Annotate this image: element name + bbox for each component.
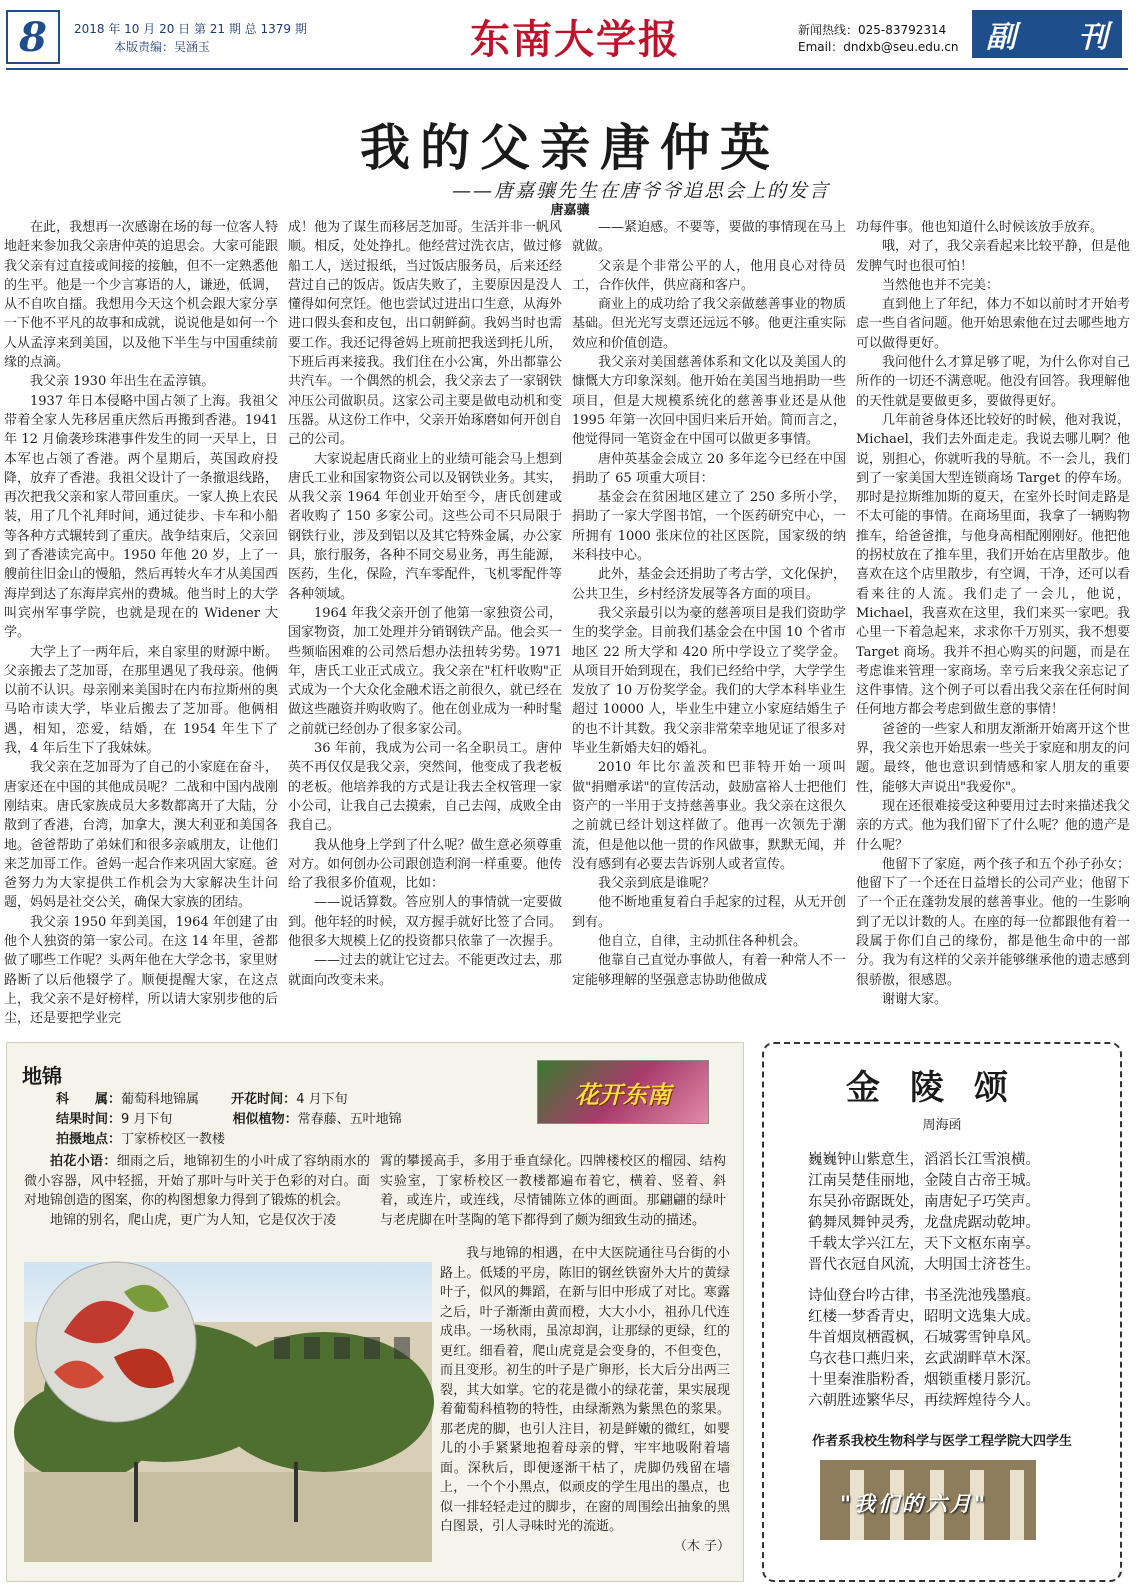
meta-row xyxy=(56,1090,526,1110)
ground xyxy=(24,1472,432,1562)
paragraph: 他靠自己直觉办事做人，有着一种常人不一定能够理解的坚强意志协助他做成 xyxy=(572,953,846,988)
paper-name: 东南大学报 xyxy=(470,16,680,63)
paragraph: 几年前爸身体还比较好的时候，他对我说，Michael，我们去外面走走。我说去哪儿啊？他说，别担心，你就听我的导航。不一会儿，我们到了一家美国大型连锁商场 Target 的停车场。那时是拉斯维加斯的夏天，在室外长时间走路是不太可能的事情。在商场里面，我拿了一辆购物推车，给爸爸推，与他身高相配刚刚好。他把他的拐杖放在了推车里，我们开始在店里散步。他喜欢在这个店里散步，有空调，干净，还可以看看来往的人流。我们走了一会儿，他说，Michael，我喜欢在这里，我们来买一家吧。我心里一下着急起来，求求你千万别买，我不想要 Target 商场。我并不担心购买的问题，而是在考虑谁来管理一家商场。幸亏后来我父亲忘记了这件事情。这个例子可以看出我父亲在任何时间任何地方都会考虑到做生意的事情！ xyxy=(856,412,1130,718)
meta-label: 相似植物： xyxy=(232,1112,298,1127)
article-column-1 xyxy=(4,218,278,1027)
meta-value: 葡萄科地锦属 xyxy=(121,1092,200,1107)
meta-value: 4 月下旬 xyxy=(296,1092,348,1107)
masthead-rule xyxy=(6,68,1128,70)
poem-author-note: 作者系我校生物科学与医学工程学院大四学生 xyxy=(811,1434,1072,1449)
paragraph: 现在还很难接受这种要用过去时来描述我父亲的方式。他为我们留下了什么呢？他的遗产是什么呢？ xyxy=(856,798,1130,853)
paragraph: 1964 年我父亲开创了他第一家独资公司，国家物资，加工处理并分销钢铁产品。他会买一些频临困难的公司然后想办法扭转劣势。1971 年，唐氏工业正式成立。我父亲在"杠杆收购"正式成为一个大众化金融术语之前很久，就已经在做这些融资并购收购了。他在创业成为一种时髦之前就已经创办了很多家公司。 xyxy=(288,605,562,737)
plant-intro-left xyxy=(24,1152,370,1230)
meta-label: 结果时间： xyxy=(56,1112,122,1127)
paragraph: 2010 年比尔盖茨和巴菲特开始一项叫做"捐赠承诺"的宣传活动，鼓励富裕人士把他们资产的一半用于支持慈善事业。我父亲在这很久之前就已经计划这样做了。他再一次领先于潮流，但是他以他一贯的作风做事，默默无闻，并没有感到有必要去告诉别人或者宣传。 xyxy=(572,760,846,872)
issue-line: 2018 年 10 月 20 日 第 21 期 总 1379 期 xyxy=(74,22,307,36)
paragraph: 在此，我想再一次感谢在场的每一位客人特地赶来参加我父亲唐仲英的追思会。大家可能跟我父亲有过直接或间接的接触，但不一定熟悉他的生平。他是一个少言寡语的人，谦逊，低调，从不自吹自擂。我想用今天这个机会跟大家分享一下他不平凡的故事和成就，说说他是如何一个人从孟淳来到美国，以及他下半生与中国重续前缘的点滴。 xyxy=(4,220,278,371)
tip-text: 细雨之后，地锦初生的小叶成了容纳雨水的微小容器，风中轻摇，开始了那叶与叶关于色彩的对白。面对地锦创造的图案，你的构图想象力得到了锻炼的机会。 xyxy=(24,1154,370,1208)
paragraph: 我父亲最引以为豪的慈善项目是我们资助学生的奖学金。目前我们基金会在中国 10 个省市地区 22 所大学和 420 所中学设立了奖学金。从项目开始到现在，我们已经给中学，大学学生发放了 10 万份奖学金。我们的大学本科毕业生超过 10000 人，毕业生中建立小家庭结婚生子的也不计其数。我父亲非常荣幸地见证了很多对毕业生新婚夫妇的婚礼。 xyxy=(572,605,846,757)
poem-line: 江南吴楚佳丽地，金陵自古帝王城。 xyxy=(808,1173,1040,1189)
paragraph: 我父亲在芝加哥为了自己的小家庭在奋斗，唐家还在中国的其他成员呢？二战和中国内战刚刚结束。唐氏家族成员大多数都离开了大陆，分散到了香港，台湾，加拿大，澳大利亚和美国各地。爸爸帮助了弟妹们和很多亲戚朋友，让他们来芝加哥工作。爸妈一起合作来巩固大家庭。爸爸努力为大家提供工作机会为大家解决生计问题，妈妈是社交公关，确保大家族的团结。 xyxy=(4,760,278,911)
article-author: 唐嘉骧 xyxy=(550,203,590,218)
paragraph: 爸爸的一些家人和朋友渐渐开始离开这个世界，我父亲也开始思索一些关于家庭和朋友的问题。最终，他也意识到情感和家人朋友的重要性，能够大声说出"我爱你"。 xyxy=(856,721,1130,795)
paragraph: ——说话算数。答应别人的事情就一定要做到。他年轻的时候，双方握手就好比签了合同。他很多大规模上亿的投资都只依靠了一次握手。 xyxy=(288,895,562,949)
meta-value: 常春藤、五叶地锦 xyxy=(297,1112,402,1127)
paragraph: 当然他也并不完美： xyxy=(882,277,1000,293)
paragraph: 成！他为了谋生而移居芝加哥。生活并非一帆风顺。相反，处处挣扎。他经营过洗衣店，做过修船工人，送过报纸，当过饭店服务员，后来还经营过自己的饭店。饭店失败了，主要原因是没人懂得如何烹饪。他也尝试过进出口生意，从海外进口假头套和皮包，出口朝鲜蓟。我妈当时也需要工作。我还记得爸妈上班前把我送到托儿所，下班后再来接我。我们住在小公寓，外出都靠公共汽车。一个偶然的机会，我父亲去了一家钢铁冲压公司做职员。这家公司主要是做电动机和变压器。从这份工作中，父亲开始琢磨如何开创自己的公司。 xyxy=(288,220,562,448)
paragraph: 我父亲对美国慈善体系和文化以及美国人的慷慨大方印象深刻。他开始在美国当地捐助一些项目，但是大规模系统化的慈善事业还是从他 1995 年第一次回中国归来后开始。简而言之，他觉得同一笔资金在中国可以做更多事情。 xyxy=(572,355,846,448)
poem-line: 乌衣巷口燕归来，玄武湖畔草木深。 xyxy=(808,1351,1040,1367)
paragraph: 功每件事。他也知道什么时候该放手放弃。 xyxy=(856,220,1104,235)
poem-line: 千载太学兴江左，天下文枢东南享。 xyxy=(808,1236,1040,1252)
tip-label: 拍花小语： xyxy=(50,1154,117,1169)
paragraph: 我父亲到底是谁呢？ xyxy=(598,876,716,892)
paragraph: 1937 年日本侵略中国占领了上海。我祖父带着全家人先移居重庆然后再搬到香港。1941 年 12 月偷袭珍珠港事件发生的同一天早上，日本军也占领了香港。两个星期后，英国政府投降，放弃了香港。我祖父设计了一条撤退线路，再次把我父亲和家人带回重庆。一家人换上农民装，用了几个礼拜时间，通过徒步、卡车和小船等各种方式辗转到了重庆。战争结束后，父亲回到了香港读完高中。1950 年他 20 岁，上了一艘前往旧金山的慢船，然后再转火车才从美国西海岸到达了东海岸宾州的费城。他当时上的大学叫宾州军事学院，也就是现在的 Widener 大学。 xyxy=(4,393,278,641)
paragraph: 大家说起唐氏商业上的业绩可能会马上想到唐氏工业和国家物资公司以及钢铁业务。其实，从我父亲 1964 年创业开始至今，唐氏创建或者收购了 150 多家公司。这些公司不只局限于钢铁行业，涉及到铝以及其它特殊金属，办公家具，旅行服务，各种不同交易业务，再生能源，医药，生化，保险，汽车零配件，飞机零配件等各种领域。 xyxy=(288,451,562,602)
meta-value: 丁家桥校区一教楼 xyxy=(121,1132,226,1147)
paragraph: 哦，对了，我父亲看起来比较平静，但是他发脾气时也很可怕！ xyxy=(856,239,1130,274)
plant-name: 地锦 xyxy=(22,1064,62,1088)
section-char-a: 副 xyxy=(986,20,1016,55)
paragraph: 霄的攀援高手，多用于垂直绿化。四牌楼校区的榴园、结构实验室，丁家桥校区一教楼都遍布着它，横着、竖着、斜着，或连片，或连线，尽情铺陈立体的画面。那翩翩的绿叶与老虎脚在叶茎陶的笔下都得到了颇为细致生动的描述。 xyxy=(380,1154,726,1228)
paragraph xyxy=(24,1152,370,1211)
paragraph: 他自立，自律，主动抓住各种机会。 xyxy=(598,933,807,949)
paragraph: 地锦的别名，爬山虎，更广为人知，它是仅次于凌 xyxy=(50,1212,337,1228)
plant-meta xyxy=(56,1090,526,1150)
paragraph: 我问他什么才算足够了呢，为什么你对自己所作的一切还不满意呢。他没有回答。我理解他的天性就是要做更多，要做得更好。 xyxy=(856,355,1130,409)
paragraph: 我从他身上学到了什么呢？做生意必须尊重对方。如何创办公司跟创造利润一样重要。他传给了我很多价值观，比如： xyxy=(288,837,562,892)
our-june-caption: "我们的六月" xyxy=(840,1491,988,1516)
article-column-3 xyxy=(572,218,846,1018)
editor-line: 本版责编：吴涵玉 xyxy=(114,40,211,54)
poem-line: 牛首烟岚栖霞枫，石城雾雪钟阜风。 xyxy=(808,1330,1040,1346)
meta-value: 9 月下旬 xyxy=(121,1112,173,1127)
article-subtitle: ——唐嘉骧先生在唐爷爷追思会上的发言 xyxy=(451,180,830,202)
paragraph: 基金会在贫困地区建立了 250 多所小学，捐助了一家大学图书馆，一个医药研究中心，一所拥有 1000 张床位的社区医院，国家级的纳米科技中心。 xyxy=(572,490,846,564)
photo-illustration xyxy=(24,1262,432,1562)
meta-label: 开花时间： xyxy=(231,1092,297,1107)
paragraph: 此外，基金会还捐助了考古学，文化保护，公共卫生，乡村经济发展等各方面的项目。 xyxy=(572,567,846,602)
poem-stanza-2 xyxy=(808,1286,1098,1412)
paragraph: ——紧迫感。不要等，要做的事情现在马上就做。 xyxy=(572,220,846,255)
paragraph: 唐仲英基金会成立 20 多年迄今已经在中国捐助了 65 项重大项目： xyxy=(572,451,846,486)
paragraph: 36 年前，我成为公司一名全职员工。唐仲英不再仅仅是我父亲，突然间，他变成了我老板的老板。他培养我的方式是让我去全权管理一家小公司，让我自己去摸索，自己去闯，成败全由我自己。 xyxy=(288,741,562,834)
plant-byline: （木 子） xyxy=(673,1538,730,1554)
contact-info xyxy=(798,22,959,56)
page-number: 8 xyxy=(6,10,60,64)
hoop-pole xyxy=(294,1462,298,1522)
paragraph: 他留下了家庭，两个孩子和五个孙子孙女；他留下了一个还在日益增长的公司产业；他留下了一个正在蓬勃发展的慈善事业。他的一生影响到了无以计数的人。在座的每一位都跟他有着一段属于你们自己的缘份，都是他生命中的一部分。我为有这样的父亲并能够继承他的遗志感到很骄傲，很感恩。 xyxy=(856,856,1130,988)
paragraph: 大学上了一两年后，来自家里的财源中断。父亲搬去了芝加哥，在那里遇见了我母亲。他俩以前不认识。母亲刚来美国时在内布拉斯州的奥马哈市读大学，毕业后搬去了芝加哥。他俩相遇，相知，恋爱，结婚，在 1954 年生下了我，4 年后生下了我妹妹。 xyxy=(4,644,278,757)
section-char-b: 刊 xyxy=(1078,20,1108,55)
poem-line: 诗仙登台吟古律，书圣洗池残墨痕。 xyxy=(808,1288,1040,1304)
paragraph: 直到他上了年纪，体力不如以前时才开始考虑一些自省问题。他开始思索他在过去哪些地方可以做得更好。 xyxy=(856,297,1130,351)
meta-row xyxy=(56,1110,526,1130)
ivy-building-photo xyxy=(24,1262,432,1562)
plant-intro-right xyxy=(380,1152,726,1230)
paragraph: 商业上的成功给了我父亲做慈善事业的物质基础。但光光写支票还远远不够。他更注重实际效应和价值创造。 xyxy=(572,297,846,351)
paragraph: 我父亲 1930 年出生在孟淳镇。 xyxy=(30,374,215,390)
poem-line: 红楼一梦香青史，昭明文选集大成。 xyxy=(808,1309,1040,1325)
poem-title: 金陵颂 xyxy=(846,1068,1038,1108)
poem-line: 十里秦淮脂粉香，烟锁重楼月影沉。 xyxy=(808,1372,1040,1388)
poem-author: 周海函 xyxy=(922,1118,962,1133)
hoop-pole xyxy=(134,1462,138,1522)
leaf-inset-circle xyxy=(36,1262,196,1422)
poem-stanza-1 xyxy=(808,1150,1098,1276)
email[interactable]: Email：dndxb@seu.edu.cn xyxy=(798,40,959,54)
article-column-2 xyxy=(288,218,562,1018)
paragraph: 我父亲 1950 年到美国，1964 年创建了由他个人独资的第一家公司。在这 14 年里，爸都做了哪些工作呢？头两年他在大学念书，家里财路断了以后他辍学了。顺便提醒大家，在这点上，我父亲不是好榜样，所以请大家别步他的后尘，还是要把学业完 xyxy=(4,914,278,1027)
plant-story xyxy=(440,1244,730,1556)
section-badge xyxy=(972,10,1122,58)
poem-line: 六朝胜迹繁华尽，再续辉煌待今人。 xyxy=(808,1393,1040,1409)
paragraph: 父亲是个非常公平的人，他用良心对待员工，合作伙伴，供应商和客户。 xyxy=(572,258,846,293)
meta-label: 拍摄地点： xyxy=(56,1132,122,1147)
meta-row xyxy=(56,1130,526,1150)
column-banner: 花开东南 xyxy=(537,1060,709,1124)
poem-line: 晋代衣冠自风流，大明国士济苍生。 xyxy=(808,1257,1040,1273)
article-column-4 xyxy=(856,218,1130,1018)
hotline: 新闻热线：025-83792314 xyxy=(798,23,947,37)
paragraph: 我与地锦的相遇，在中大医院通往马台街的小路上。低矮的平房，陈旧的钢丝铁窗外大片的黄绿叶子，似风的舞蹈，在新与旧中形成了对比。寒露之后，叶子渐渐由黄而橙，大大小小，祖孙几代连成串。一场秋雨，虽凉却润，让那绿的更绿，红的更红。细看着，爬山虎竟是会变身的，不但变色，而且变形。初生的叶子是广卵形，长大后分出两三裂，其大如掌。它的花是微小的绿花蕾，果实展现着葡萄科植物的特性，由绿渐熟为紫黑色的浆果。那老虎的脚，也引人注目，初是鲜嫩的微红，如婴儿的小手紧紧地抱着母亲的臂，牢牢地吸附着墙面。深秋后，即便逐渐干枯了，虎脚仍残留在墙上，一个个小黑点，似顽皮的学生甩出的墨点，也似一排轻轻走过的脚步，在窗的周围绘出抽象的黑白图景，引人寻味时光的流逝。 xyxy=(440,1246,730,1534)
paragraph: 谢谢大家。 xyxy=(882,991,948,1007)
paragraph: 他不断地重复着白手起家的过程，从无开创到有。 xyxy=(572,895,846,930)
issue-info xyxy=(74,20,307,56)
meta-label: 科 属： xyxy=(56,1092,122,1107)
poem-line: 巍巍钟山紫意生，滔滔长江雪浪横。 xyxy=(808,1152,1040,1168)
poem-line: 东吴孙帝踞既处，南唐妃子巧笑声。 xyxy=(808,1194,1040,1210)
poem-line: 鹤舞凤舞钟灵秀，龙盘虎踞动乾坤。 xyxy=(808,1215,1040,1231)
paragraph: ——过去的就让它过去。不能更改过去，那就面向改变未来。 xyxy=(288,953,562,988)
article-title: 我的父亲唐仲英 xyxy=(360,118,780,177)
